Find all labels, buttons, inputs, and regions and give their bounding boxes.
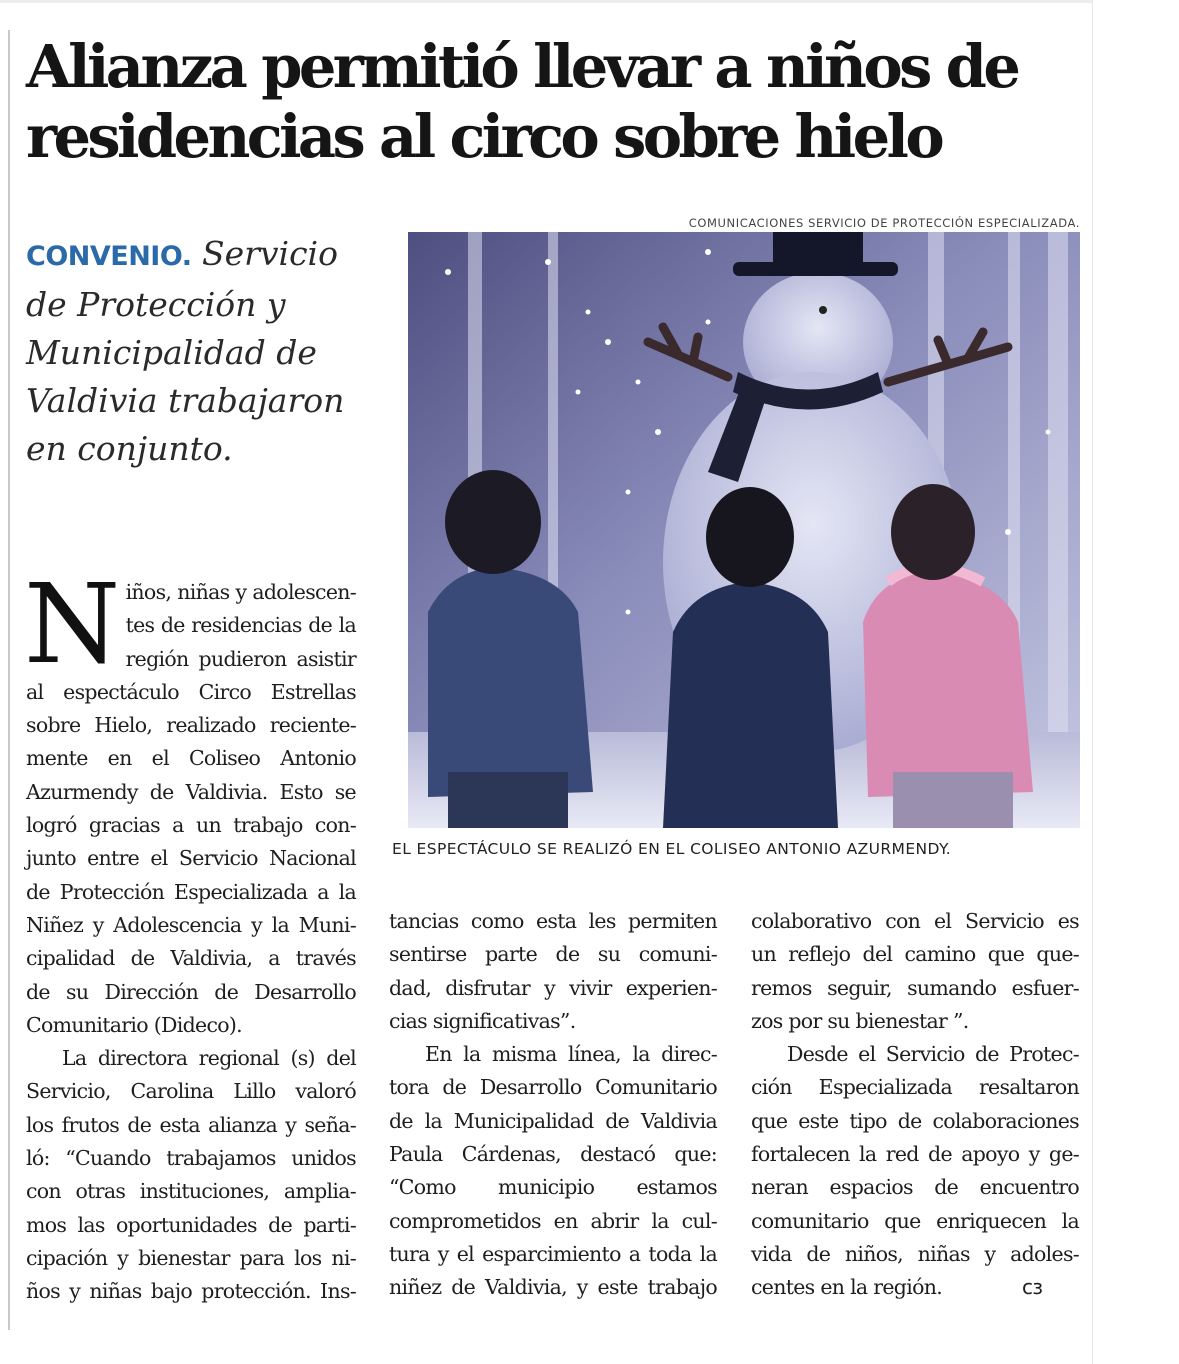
body-line: neran espacios de encuentro: [751, 1175, 1079, 1200]
body-line: ló: “Cuando trabajamos unidos: [26, 1146, 356, 1171]
body-line: ción Especializada resaltaron: [751, 1075, 1079, 1100]
lead-paragraph: [26, 230, 371, 473]
body-line: comprometidos en abrir la cul-: [389, 1208, 717, 1233]
body-line: de Protección Especializada a la: [26, 879, 356, 904]
body-line: Servicio, Carolina Lillo valoró: [26, 1079, 356, 1104]
drop-cap: N: [24, 560, 120, 688]
body-line: tora de Desarrollo Comunitario: [389, 1075, 717, 1100]
body-line: con otras instituciones, amplia-: [26, 1179, 356, 1204]
body-line: de su Dirección de Desarrollo: [26, 979, 356, 1004]
body-line: En la misma línea, la direc-: [425, 1042, 717, 1067]
body-line: tura y el esparcimiento a toda la: [389, 1241, 717, 1266]
body-line: Niñez y Adolescencia y la Muni-: [26, 912, 356, 937]
body-line: comunitario que enriquecen la: [751, 1208, 1079, 1233]
body-line: los frutos de esta alianza y seña-: [26, 1112, 356, 1137]
body-line: “Como municipio estamos: [389, 1175, 717, 1200]
body-line: Desde el Servicio de Protec-: [787, 1042, 1079, 1067]
right-column-rule: [1092, 0, 1093, 1364]
body-line: La directora regional (s) del: [62, 1046, 356, 1071]
body-line: al espectáculo Circo Estrellas: [26, 679, 356, 704]
body-line: dad, disfrutar y vivir experien-: [389, 975, 717, 1000]
body-column-2: [389, 905, 717, 1305]
body-line: [751, 1271, 1079, 1304]
body-line: zos por su bienestar ”.: [751, 1008, 969, 1033]
body-column-1: [24, 560, 356, 1309]
body-line: cipación y bienestar para los ni-: [26, 1245, 356, 1270]
last-line: centes en la región.: [751, 1275, 943, 1300]
photo-caption: EL ESPECTÁCULO SE REALIZÓ EN EL COLISEO ANTONIO AZURMENDY.: [392, 840, 952, 858]
body-line: remos seguir, sumando esfuer-: [751, 975, 1079, 1000]
body-line: Azurmendy de Valdivia. Esto se: [26, 779, 356, 804]
headline-line-1: Alianza permitió llevar a niños de: [26, 32, 1018, 101]
end-of-article-icon: cз: [1022, 1275, 1043, 1300]
lead-kicker: CONVENIO.: [26, 241, 192, 272]
body-line: junto entre el Servicio Nacional: [26, 846, 356, 871]
headline: [26, 32, 1092, 172]
lead-text: Servicio de Protección y Municipalidad de Valdivia trabajaron en conjunto.: [26, 234, 345, 468]
body-line: tancias como esta les permiten: [389, 909, 717, 933]
photo-credit: COMUNICACIONES SERVICIO DE PROTECCIÓN ESPECIALIZADA.: [688, 216, 1080, 230]
body-line: sentirse parte de su comuni-: [389, 942, 717, 967]
body-line: un reflejo del camino que que-: [751, 942, 1079, 967]
body-line: mente en el Coliseo Antonio: [26, 746, 356, 771]
body-line: iños, niñas y adolescen-: [125, 580, 356, 604]
body-line: niñez de Valdivia, y este trabajo: [389, 1275, 717, 1300]
body-line: colaborativo con el Servicio es: [751, 909, 1079, 933]
body-line: logró gracias a un trabajo con-: [26, 813, 356, 838]
body-line: región pudieron asistir: [125, 646, 356, 671]
body-line: fortalecen la red de apoyo y ge-: [751, 1142, 1079, 1167]
body-line: tes de residencias de la: [125, 613, 356, 638]
body-column-3: [751, 905, 1079, 1305]
body-line: cias significativas”.: [389, 1008, 576, 1033]
body-line: Comunitario (Dideco).: [26, 1012, 242, 1037]
body-line: mos las oportunidades de parti-: [26, 1212, 356, 1237]
top-rule: [0, 0, 1092, 3]
body-line: de la Municipalidad de Valdivia: [389, 1108, 717, 1133]
headline-line-2: residencias al circo sobre hielo: [26, 102, 942, 171]
body-line: ños y niñas bajo protección. Ins-: [26, 1279, 356, 1304]
body-line: sobre Hielo, realizado reciente-: [26, 713, 356, 738]
body-line: cipalidad de Valdivia, a través: [26, 946, 356, 971]
left-column-rule: [8, 30, 10, 1330]
body-line: vida de niños, niñas y adoles-: [751, 1241, 1079, 1266]
body-line: que este tipo de colaboraciones: [751, 1108, 1079, 1133]
body-line: Paula Cárdenas, destacó que:: [389, 1142, 717, 1167]
article-photo: [408, 232, 1080, 828]
